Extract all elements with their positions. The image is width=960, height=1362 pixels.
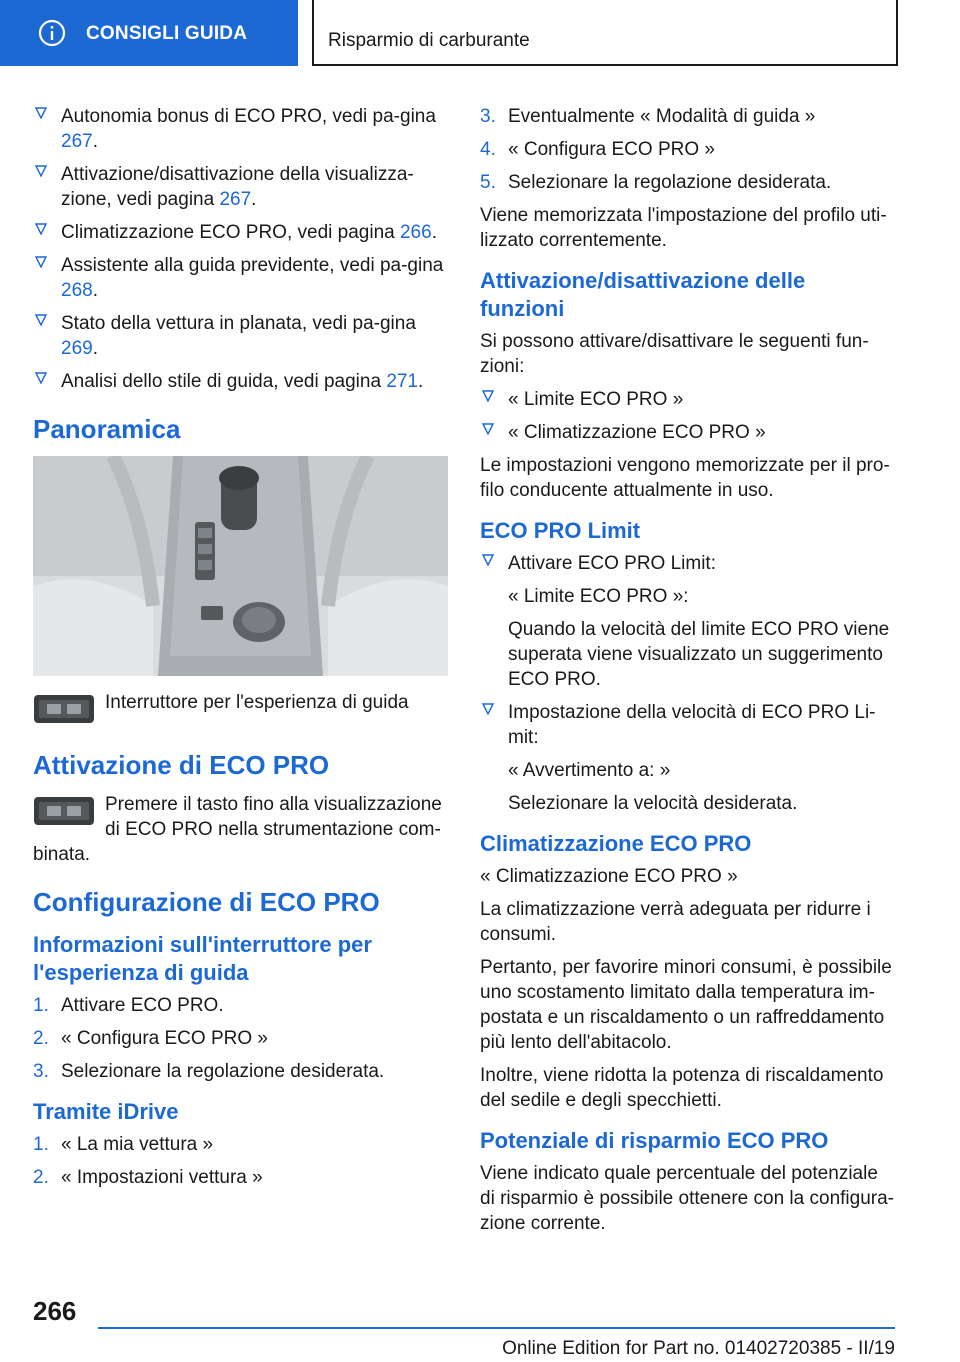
list-item: 1. Attivare ECO PRO.: [33, 995, 224, 1016]
functions-list: [480, 387, 895, 445]
clima-menu: « Climatizzazione ECO PRO »: [480, 866, 738, 887]
chapter-title-box: [312, 0, 898, 66]
panoramica-heading: Panoramica: [33, 414, 181, 444]
list-item: 4. « Configura ECO PRO »: [480, 139, 715, 160]
activation-text: Premere il tasto fino alla visualizzazione di ECO PRO nella strumentazione com-binata.: [33, 794, 442, 865]
driving-experience-switch-icon: [33, 694, 95, 724]
page-link[interactable]: 269: [61, 338, 93, 359]
clima-paragraph: La climatizzazione verrà adeguata per ridurre i consumi.: [480, 899, 871, 945]
triangle-bullet-icon: [482, 703, 494, 715]
list-item: Attivazione/disattivazione della visualizza-zione, vedi pagina 267.: [33, 162, 448, 212]
triangle-bullet-icon: [482, 390, 494, 402]
edition-note: Online Edition for Part no. 01402720385 - II/19: [502, 1338, 895, 1359]
page-link[interactable]: 268: [61, 280, 93, 301]
functions-heading: Attivazione/disattivazione delle funzioni: [480, 268, 806, 321]
triangle-bullet-icon: [35, 223, 47, 235]
page-link[interactable]: 267: [61, 131, 93, 152]
driving-experience-switch-icon: [33, 796, 95, 826]
list-item: 3. Selezionare la regolazione desiderata.: [33, 1061, 385, 1082]
triangle-bullet-icon: [35, 165, 47, 177]
limit-list: [480, 551, 895, 816]
potential-text: Viene indicato quale percentuale del potenziale di risparmio è possibile ottenere con la configura-zione corrente.: [480, 1163, 894, 1234]
memo-text: Viene memorizzata l'impostazione del profilo uti-lizzato correntemente.: [480, 205, 887, 251]
activation-heading: Attivazione di ECO PRO: [33, 750, 330, 780]
info-steps: [33, 993, 448, 1084]
triangle-bullet-icon: [35, 256, 47, 268]
info-heading: Informazioni sull'interruttore per l'esperienza di guida: [33, 932, 372, 985]
left-column: [33, 104, 448, 1198]
triangle-bullet-icon: [35, 372, 47, 384]
triangle-bullet-icon: [35, 314, 47, 326]
page-link[interactable]: 266: [399, 222, 432, 243]
functions-note: Le impostazioni vengono memorizzate per il pro-filo conducente attualmente in uso.: [480, 455, 890, 501]
list-item: « Limite ECO PRO »: [480, 387, 895, 412]
page-link[interactable]: 267: [219, 189, 252, 210]
list-item: 1. « La mia vettura »: [33, 1134, 214, 1155]
clima-paragraph: Inoltre, viene ridotta la potenza di riscaldamento del sedile e degli specchietti.: [480, 1065, 884, 1111]
page-header: [0, 0, 960, 66]
list-item: 3. Eventualmente « Modalità di guida »: [480, 106, 816, 127]
activation-block: [33, 792, 448, 867]
idrive-steps: [33, 1132, 448, 1190]
feature-bullet-list: [33, 104, 448, 394]
list-item: Stato della vettura in planata, vedi pa-gina 269.: [33, 311, 448, 361]
config-heading: Configurazione di ECO PRO: [33, 887, 380, 917]
limit-heading: ECO PRO Limit: [480, 518, 641, 543]
clima-heading: Climatizzazione ECO PRO: [480, 831, 752, 856]
footer-divider: [98, 1327, 895, 1329]
list-item: Attivare ECO PRO Limit: « Limite ECO PRO »: Quando la velocità del limite ECO PRO viene superata viene visualizzato un suggerimento ECO PRO.: [480, 551, 895, 692]
list-item: Autonomia bonus di ECO PRO, vedi pa-gina 267.: [33, 104, 448, 154]
idrive-steps-continued: [480, 104, 895, 195]
list-item: 2. « Impostazioni vettura »: [33, 1167, 263, 1188]
list-item: Assistente alla guida previdente, vedi pa-gina 268.: [33, 253, 448, 303]
list-item: Climatizzazione ECO PRO, vedi pagina 266.: [33, 220, 448, 245]
idrive-heading: Tramite iDrive: [33, 1099, 179, 1124]
page-link[interactable]: 271: [386, 371, 419, 392]
switch-caption-row: [33, 690, 448, 730]
chapter-title: Risparmio di carburante: [328, 30, 530, 51]
triangle-bullet-icon: [35, 107, 47, 119]
list-item: « Climatizzazione ECO PRO »: [480, 420, 895, 445]
clima-paragraph: Pertanto, per favorire minori consumi, è possibile uno scostamento limitato dalla temperatura im-postata e un riscaldamento o un raffreddamento più lento dell'abitacolo.: [480, 957, 892, 1053]
functions-text: Si possono attivare/disattivare le seguenti fun-zioni:: [480, 331, 869, 377]
section-tab: [0, 0, 298, 66]
triangle-bullet-icon: [482, 423, 494, 435]
list-item: 5. Selezionare la regolazione desiderata.: [480, 172, 832, 193]
list-item: 2. « Configura ECO PRO »: [33, 1028, 268, 1049]
triangle-bullet-icon: [482, 554, 494, 566]
potential-heading: Potenziale di risparmio ECO PRO: [480, 1128, 829, 1153]
page-number: 266: [33, 1296, 77, 1326]
center-console-photo: [33, 456, 448, 676]
switch-caption: Interruttore per l'esperienza di guida: [105, 692, 409, 713]
list-item: Analisi dello stile di guida, vedi pagina 271.: [33, 369, 448, 394]
right-column: [480, 104, 895, 1244]
list-item: Impostazione della velocità di ECO PRO Li-mit: « Avvertimento a: » Selezionare la velocità desiderata.: [480, 700, 895, 816]
section-label: CONSIGLI GUIDA: [86, 22, 248, 44]
info-icon: [38, 19, 66, 47]
